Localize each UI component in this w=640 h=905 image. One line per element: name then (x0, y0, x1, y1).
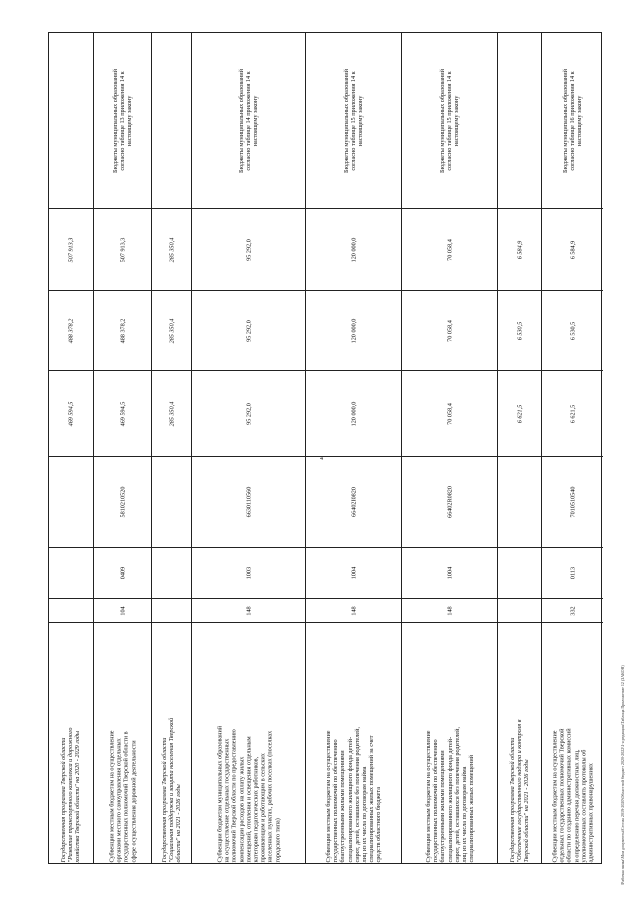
table-row (497, 33, 541, 863)
cell-v2022 (542, 208, 603, 290)
cell-csr (498, 456, 541, 547)
cell-text: Бюджеты муниципальных образований согласно таблице 15 приложения 14 к настоящему закону (438, 68, 461, 173)
cell-v2020 (498, 370, 541, 456)
cell-text: Субвенции бюджетам муниципальных образований на осуществление отдельных государственных полномочий Тверской области по предоставлению компенсации расходов на оплату жилых помещений, отопления и освещения отдельным категориям педагогических работников, проживающим и работающим в сельских населенных пунктах, рабочих поселках (поселках городского типа) (216, 725, 281, 863)
cell-v2021 (94, 290, 151, 370)
cell-text: 148 (244, 605, 252, 616)
cell-description (192, 622, 305, 865)
cell-csr (306, 456, 401, 547)
cell-csr (49, 456, 93, 547)
cell-text: Государственная программа Тверской области "Развитие транспортного комплекса и дорожного хозяйства Тверской области" на 2020 - 2029 годы (60, 727, 82, 863)
cell-text: 95 292,0 (244, 238, 252, 261)
cell-text: 70 058,4 (445, 238, 453, 261)
cell-gr (152, 598, 191, 622)
cell-note (192, 33, 305, 208)
cell-text: 0409 (118, 566, 126, 580)
cell-text: 104 (118, 605, 126, 616)
cell-text: 1004 (445, 566, 453, 580)
cell-text: 285 350,4 (167, 318, 175, 343)
table-row (191, 33, 305, 863)
cell-v2020 (49, 370, 93, 456)
cell-text: 120 000,0 (349, 401, 357, 426)
table-row (93, 33, 151, 863)
cell-text: 1003 (244, 566, 252, 580)
cell-text: 469 594,5 (118, 401, 126, 426)
cell-v2022 (306, 208, 401, 290)
cell-v2020 (306, 370, 401, 456)
cell-rz (498, 547, 541, 598)
cell-rz (402, 547, 497, 598)
cell-text: 70 058,4 (445, 319, 453, 342)
cell-text: 469 594,5 (67, 401, 75, 426)
cell-text: Государственная программа Тверской области "Социальная поддержка и защита населения Тверской области" на 2021 - 2026 годы (160, 717, 183, 863)
cell-text: 488 378,2 (67, 318, 75, 343)
cell-v2022 (94, 208, 151, 290)
cell-text: 6 621,5 (568, 404, 576, 423)
cell-gr (402, 598, 497, 622)
cell-text: Субвенции местным бюджетам на осуществление государственных полномочий по обеспечению благоустроенными жилыми помещениями специализированного жилищного фонда детей- сирот, детей, оставшихся без попечения родителей, лиц из их числа по договорам найма специализированных жилых помещений за счет средств областного бюджета (324, 727, 383, 863)
cell-text: 70 058,4 (445, 402, 453, 425)
cell-description (94, 622, 151, 865)
cell-text: 148 (349, 605, 357, 616)
cell-text: Субвенции местным бюджетам на осуществление государственных полномочий по обеспечению благоустроенными жилыми помещениями специализированного жилищного фонда детей- сирот, детей, оставшихся без попечения родителей, лиц из их числа по договорам найма специализированных жилых помещений (424, 727, 475, 863)
cell-text: 120 000,0 (349, 237, 357, 262)
cell-v2021 (192, 290, 305, 370)
cell-v2021 (542, 290, 603, 370)
cell-text: 5810210520 (118, 486, 126, 518)
cell-note (542, 33, 603, 208)
cell-text: 95 292,0 (244, 319, 252, 342)
cell-v2021 (402, 290, 497, 370)
cell-gr (542, 598, 603, 622)
cell-text: 95 292,0 (244, 402, 252, 425)
cell-text: 285 350,4 (167, 237, 175, 262)
cell-rz (542, 547, 603, 598)
cell-v2020 (94, 370, 151, 456)
cell-rz (94, 547, 151, 598)
cell-text: 6 530,5 (568, 321, 576, 340)
cell-v2022 (498, 208, 541, 290)
cell-text: Бюджеты муниципальных образований согласно таблице 15 приложения 14 к настоящему закону (342, 68, 365, 173)
cell-v2020 (402, 370, 497, 456)
table-row (541, 33, 603, 863)
cell-text: 66402I0820 (349, 487, 357, 517)
cell-note (402, 33, 497, 208)
cell-rz (192, 547, 305, 598)
cell-text: 507 913,3 (118, 237, 126, 262)
cell-csr (152, 456, 191, 547)
cell-text: 285 350,4 (167, 401, 175, 426)
cell-v2022 (49, 208, 93, 290)
cell-text: 120 000,0 (349, 318, 357, 343)
cell-gr (49, 598, 93, 622)
cell-description (306, 622, 401, 865)
cell-text: Субвенции местным бюджетам на осуществление отдельных государственных полномочий Тверской области по созданию административных комиссий и определению перечня должностных лиц, уполномоченных составлять протоколы об административных правонарушениях (550, 728, 594, 863)
cell-v2022 (192, 208, 305, 290)
table-row (49, 33, 93, 863)
cell-v2020 (192, 370, 305, 456)
cell-v2021 (306, 290, 401, 370)
cell-gr (192, 598, 305, 622)
cell-text: Бюджеты муниципальных образований согласно таблице 13 приложения 14 к настоящему закону (111, 68, 134, 173)
cell-text: 66402R0820 (445, 486, 453, 518)
cell-description (402, 622, 497, 865)
cell-csr (542, 456, 603, 547)
cell-text: 332 (568, 605, 576, 616)
cell-text: Бюджеты муниципальных образований согласно таблице 14 приложения 14 к настоящему закону (237, 68, 260, 173)
cell-v2020 (152, 370, 191, 456)
cell-rz (152, 547, 191, 598)
cell-v2022 (152, 208, 191, 290)
cell-csr (192, 456, 305, 547)
cell-description (542, 622, 603, 865)
cell-text: 6 584,9 (568, 240, 576, 259)
cell-note (498, 33, 541, 208)
cell-v2022 (402, 208, 497, 290)
cell-description (498, 622, 541, 865)
cell-v2021 (152, 290, 191, 370)
cell-v2021 (49, 290, 93, 370)
cell-text: 6 530,5 (515, 321, 523, 340)
cell-text: 488 378,2 (118, 318, 126, 343)
cell-text: 148 (445, 605, 453, 616)
cell-text: 6 621,5 (515, 404, 523, 423)
cell-text: 6630110560 (244, 486, 252, 518)
cell-v2020 (542, 370, 603, 456)
cell-text: 1004 (349, 566, 357, 580)
cell-gr (306, 598, 401, 622)
cell-note (306, 33, 401, 208)
cell-note (152, 33, 191, 208)
cell-rz (306, 547, 401, 598)
cell-v2021 (498, 290, 541, 370)
cell-gr (498, 598, 541, 622)
cell-csr (94, 456, 151, 547)
table-row (305, 33, 401, 863)
cell-text: 7010510540 (568, 486, 576, 518)
cell-description (49, 622, 93, 865)
cell-text: 0113 (568, 566, 576, 580)
cell-text: Бюджеты муниципальных образований согласно таблице 16 приложения 14 к настоящему закону (561, 68, 584, 173)
cell-note (49, 33, 93, 208)
budget-table (48, 32, 602, 864)
cell-text: Государственная программа Тверской области "Обеспечение государственного надзора и контроля в Тверской области" на 2021 - 2026 годы (508, 719, 531, 863)
cell-note (94, 33, 151, 208)
cell-rz (49, 547, 93, 598)
cell-description (152, 622, 191, 865)
cell-csr (402, 456, 497, 547)
table-row (151, 33, 191, 863)
cell-text: 507 913,3 (67, 237, 75, 262)
table-row (401, 33, 497, 863)
cell-text: Субвенции местным бюджетам на осуществление органами местного самоуправления отдельных государственных полномочий Тверской области в сфере осуществления дорожной деятельности (108, 730, 137, 863)
page-number: 4 (320, 456, 323, 462)
cell-text: 6 584,9 (515, 240, 523, 259)
cell-gr (94, 598, 151, 622)
